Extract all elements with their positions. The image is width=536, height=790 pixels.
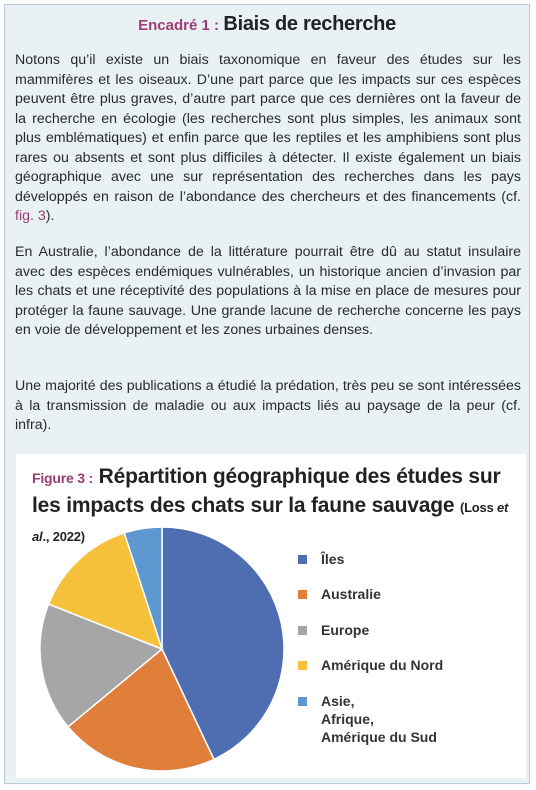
- legend-swatch: [298, 555, 307, 564]
- legend-label: Australie: [321, 586, 381, 602]
- legend-label: Asie, Afrique, Amérique du Sud: [321, 693, 437, 745]
- legend-swatch: [298, 626, 307, 635]
- legend-label: Amérique du Nord: [321, 657, 444, 673]
- pie-chart: [31, 518, 293, 780]
- paragraph-1-text: Notons qu’il existe un biais taxonomique en faveur des études sur les mammifères et les oiseaux. D’une part parce que les impacts sur ces espèces peuvent être plus graves, d’autre part parce que ces dernières ont la faveur de la recherche en écologie (les recherches sont plus simples, les animaux sont plus emblématiques) et enfin parce que les reptiles et les amphibiens sont plus rares ou absents et sont plus difficiles à détecter. Il existe également un biais géographique avec une sur représentation des recherches dans les pays développés en raison de l’abondance des chercheurs et des financements (cf.: [15, 52, 521, 205]
- figure-title: Répartition géographique des études sur les impacts des chats sur la faune sauvage: [32, 465, 501, 517]
- legend-item-iles: [298, 550, 344, 568]
- legend-item-asie-afrique-amerique-du-sud: [298, 692, 437, 746]
- legend-swatch: [298, 697, 307, 706]
- encadre-box: [4, 4, 530, 784]
- legend-item-australie: [298, 585, 381, 603]
- legend-label: Îles: [321, 551, 345, 567]
- figure-source: (Loss et al., 2022): [32, 500, 509, 544]
- figure-reference-link[interactable]: fig. 3: [15, 208, 46, 224]
- legend-swatch: [298, 590, 307, 599]
- legend-swatch: [298, 661, 307, 670]
- legend-item-amerique-du-nord: [298, 656, 443, 674]
- paragraph-1: [15, 51, 521, 227]
- paragraph-3: Une majorité des publications a étudié la prédation, très peu se sont intéressées à la transmission de maladie ou aux impacts liés au paysage de la peur (cf. infra).: [15, 378, 521, 433]
- legend-label: Europe: [321, 622, 370, 638]
- box-heading: [5, 13, 529, 36]
- figure-label: Figure 3 :: [32, 470, 94, 486]
- paragraph-2: En Australie, l’abondance de la littérature pourrait être dû au statut insulaire avec des espèces endémiques vulnérables, un historique ancien d’invasion par les chats et une réceptivité des populations à la mise en place de mesures pour protéger la faune sauvage. Une grande lacune de recherche concerne les pays en voie de développement et les zones urbaines denses.: [15, 244, 521, 338]
- box-title: Biais de recherche: [223, 13, 396, 35]
- figure-panel: [16, 454, 526, 778]
- legend-item-europe: [298, 621, 369, 639]
- box-label: Encadré 1 :: [138, 17, 219, 34]
- paragraph-1-end: ).: [45, 208, 55, 224]
